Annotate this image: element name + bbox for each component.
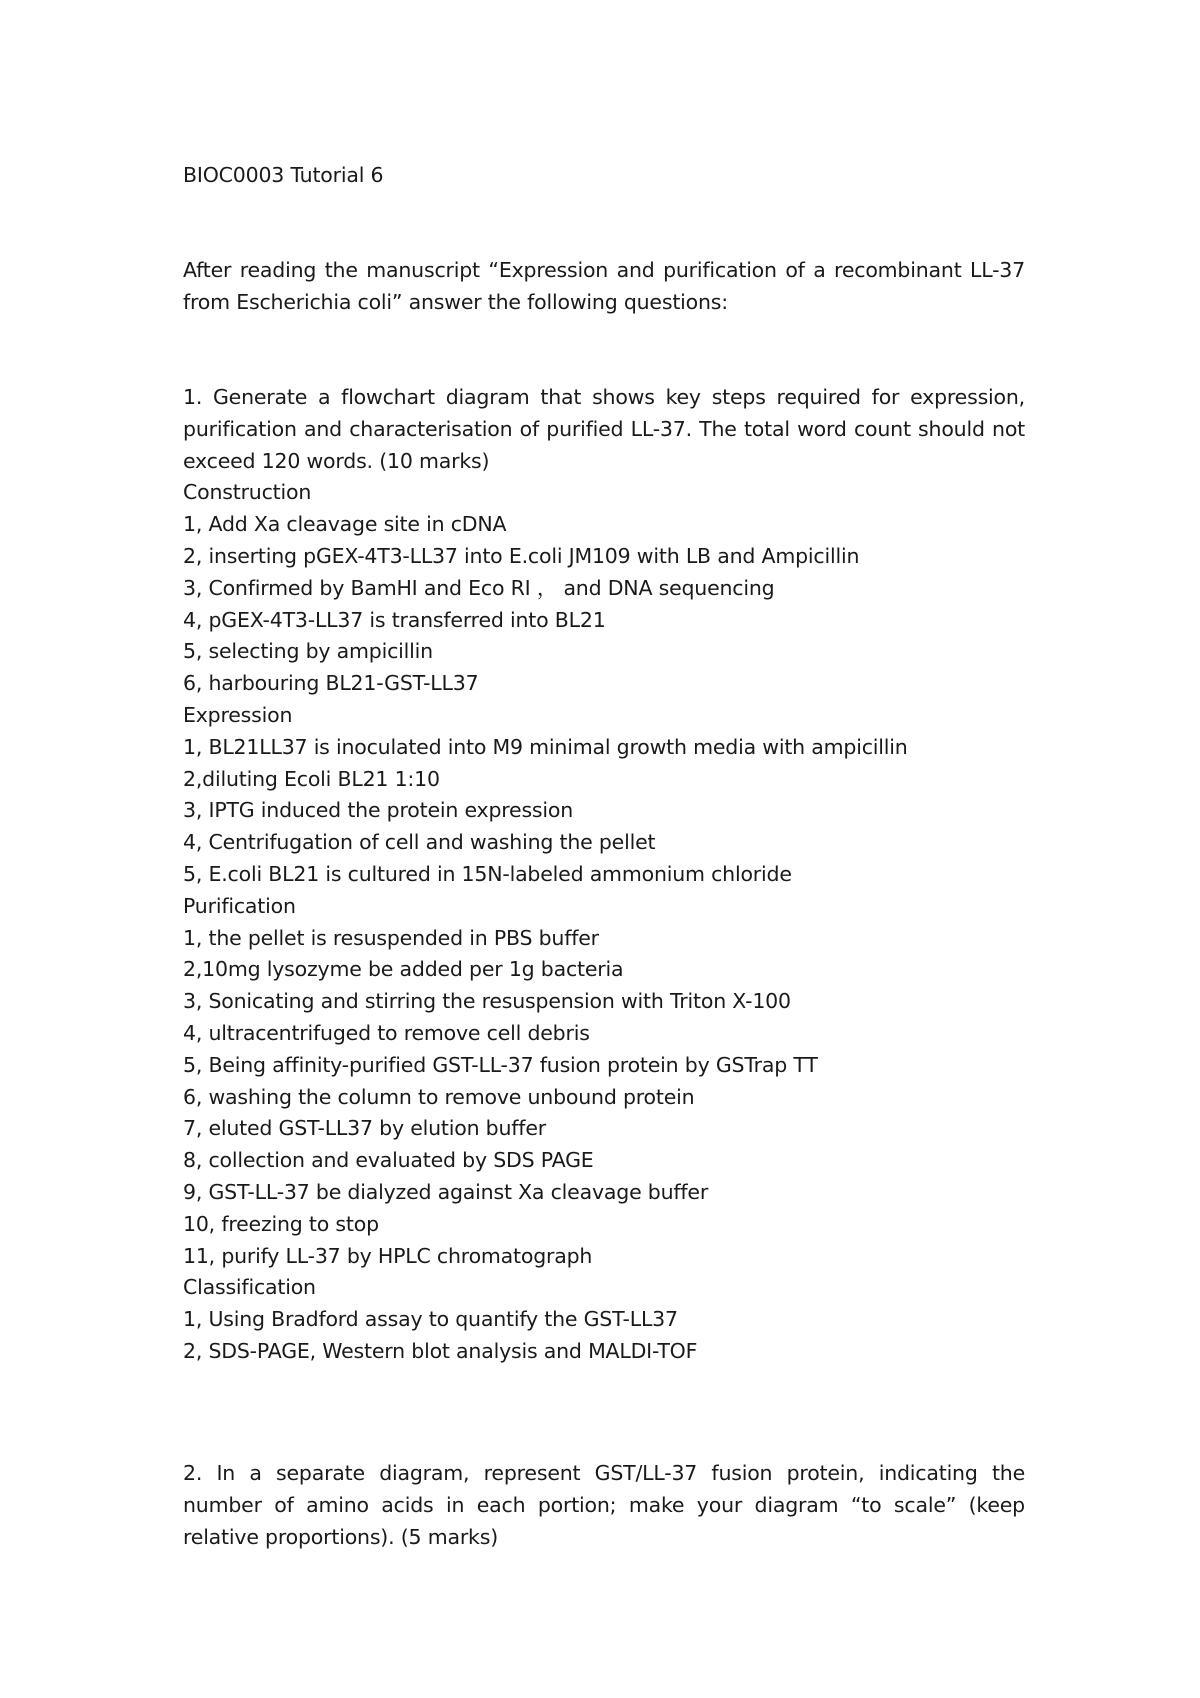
list-item: 4, Centrifugation of cell and washing the pellet: [183, 830, 656, 855]
list-item: 5, E.coli BL21 is cultured in 15N-labeled ammonium chloride: [183, 861, 792, 886]
list-item: 1, BL21LL37 is inoculated into M9 minimal growth media with ampicillin: [183, 734, 908, 759]
list-item: 9, GST-LL-37 be dialyzed against Xa cleavage buffer: [183, 1179, 709, 1204]
list-item: 1, Add Xa cleavage site in cDNA: [183, 512, 507, 537]
list-item: 2, SDS-PAGE, Western blot analysis and MALDI-TOF: [183, 1338, 698, 1363]
expression-steps: [183, 732, 1025, 891]
section-heading-expression: Expression: [183, 702, 293, 727]
list-item: 1, the pellet is resuspended in PBS buffer: [183, 925, 599, 950]
list-item: 4, pGEX-4T3-LL37 is transferred into BL21: [183, 607, 606, 632]
list-item: 2,diluting Ecoli BL21 1:10: [183, 766, 440, 791]
question-2: 2. In a separate diagram, represent GST/LL-37 fusion protein, indicating the number of amino acids in each portion; make your diagram “to scale” (keep relative proportions). (5 marks): [183, 1461, 1025, 1549]
list-item: 1, Using Bradford assay to quantify the GST-LL37: [183, 1307, 678, 1332]
list-item: 7, eluted GST-LL37 by elution buffer: [183, 1116, 546, 1141]
list-item: 3, IPTG induced the protein expression: [183, 798, 574, 823]
expression-section: [183, 700, 1025, 891]
list-item: 6, washing the column to remove unbound protein: [183, 1084, 695, 1109]
list-item: 8, collection and evaluated by SDS PAGE: [183, 1148, 594, 1173]
purification-steps: [183, 923, 1025, 1273]
construction-section: [183, 477, 1025, 700]
document-title: BIOC0003 Tutorial 6: [183, 163, 384, 187]
list-item: 11, purify LL-37 by HPLC chromatograph: [183, 1243, 593, 1268]
section-heading-purification: Purification: [183, 893, 296, 918]
list-item: 10, freezing to stop: [183, 1211, 379, 1236]
list-item: 3, Confirmed by BamHI and Eco RI ， and DNA sequencing: [183, 575, 775, 600]
purification-section: [183, 891, 1025, 1273]
list-item: 5, Being affinity-purified GST-LL-37 fusion protein by GSTrap TT: [183, 1052, 818, 1077]
construction-steps: [183, 509, 1025, 700]
classification-section: [183, 1272, 1025, 1367]
intro-paragraph: After reading the manuscript “Expression and purification of a recombinant LL-37 from Escherichia coli” answer the following questions:: [183, 258, 1025, 314]
section-heading-classification: Classification: [183, 1275, 316, 1300]
list-item: 6, harbouring BL21-GST-LL37: [183, 671, 479, 696]
classification-steps: [183, 1304, 1025, 1368]
list-item: 3, Sonicating and stirring the resuspension with Triton X-100: [183, 989, 791, 1014]
section-heading-construction: Construction: [183, 480, 312, 505]
question-1-prompt: 1. Generate a flowchart diagram that shows key steps required for expression, purification and characterisation of purified LL-37. The total word count should not exceed 120 words. (10 marks): [183, 385, 1025, 473]
list-item: 4, ultracentrifuged to remove cell debris: [183, 1020, 590, 1045]
list-item: 2,10mg lysozyme be added per 1g bacteria: [183, 957, 624, 982]
list-item: 5, selecting by ampicillin: [183, 639, 433, 664]
question-1: [183, 382, 1025, 1368]
list-item: 2, inserting pGEX-4T3-LL37 into E.coli JM109 with LB and Ampicillin: [183, 543, 860, 568]
